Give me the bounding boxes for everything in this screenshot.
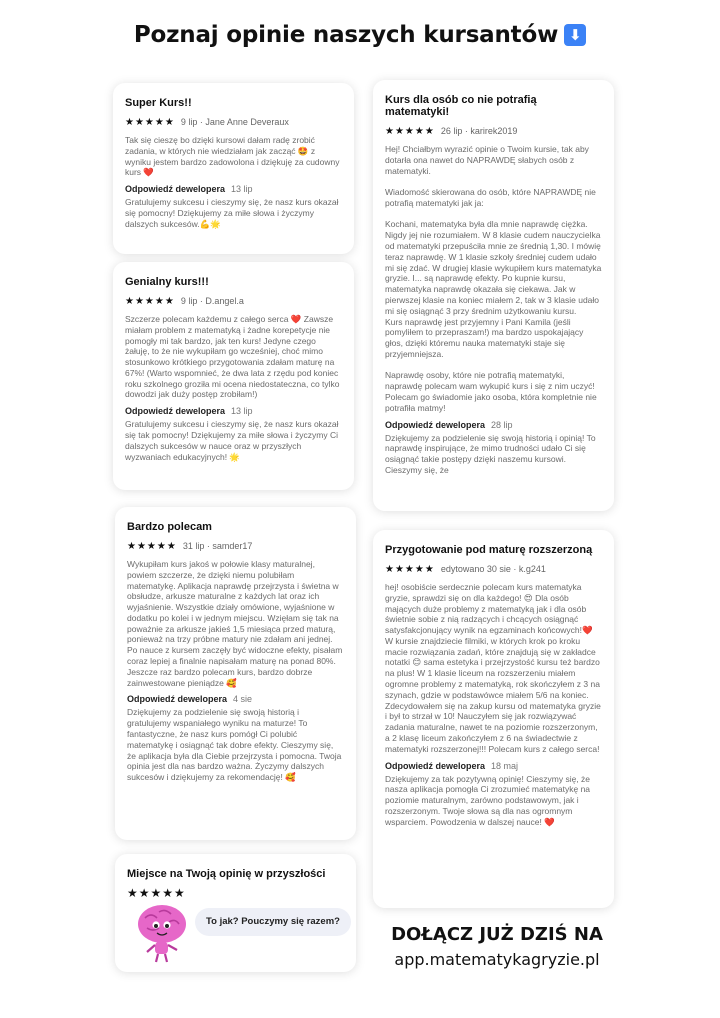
review-card — [373, 530, 614, 908]
rating-stars: ★★★★★ — [385, 564, 435, 575]
review-meta: ★★★★★ 9 lip · D.angel.a — [125, 296, 244, 307]
brain-mascot-arm-right — [168, 945, 177, 950]
review-meta: ★★★★★ edytowano 30 sie · k.g241 — [385, 564, 546, 575]
cta-headline: DOŁĄCZ JUŻ DZIŚ NA — [391, 924, 603, 945]
review-title: Przygotowanie pod maturę rozszerzoną — [385, 544, 593, 556]
brain-mascot-leg-right — [165, 954, 167, 962]
review-title: Kurs dla osób co nie potrafią matematyki! — [385, 94, 537, 118]
future-review-card — [115, 854, 356, 972]
developer-reply-body: Dziękujemy za tak pozytywną opinię! Cieszymy się, że nasza aplikacja pomogła Ci zrozumieć matematykę na poziomie maturalnym, zarówno podstawowym, jak i rozszerzonym. Twoje słowa są dla nas ogromnym wsparciem. Powodzenia w dalszej nauce! ❤️ — [385, 773, 591, 827]
cta-url-link[interactable]: app.matematykagryzie.pl — [394, 950, 600, 969]
review-body: Wykupiłam kurs jakoś w połowie klasy maturalnej, powiem szczerze, że dzięki niemu polubiłam matematykę. Aplikacja naprawdę przejrzysta i świetna w obsłudze, arkusze maturalne z każdych lat oraz ich wyjaśnienie. Wszystkie działy omówione, wyjaśnione w dodatku po kolei i w jednym miejscu. Wzięłam się tak na poważnie za arkusze jakieś 1,5 miesiąca przed maturą, ponieważ na trzy próbne matury nie zdałam ani jednej. Po nauce z kursem zaczęły być widoczne efekty, pisałam coraz lepiej a finalnie napisałam maturę na ponad 80%. Jeszcze raz bardzo polecam kurs, bardzo dobrze zainwestowane pieniądze 🥰 — [127, 559, 343, 688]
future-review-title: Miejsce na Twoją opinię w przyszłości — [127, 868, 326, 880]
review-body: Hej! Chciałbym wyrazić opinie o Twoim kursie, tak aby dotarła ona nawet do NAPRAWDĘ słabych osób z matematyki. Wiadomość skierowana do osób, które NAPRAWDĘ nie potrafią matematyki jak ja: Kochani, matematyka była dla mnie naprawdę ciężka. Nigdy jej nie rozumiałem. W 8 klasie cudem nauczycielka od matematyki przepuściła mnie ze średnią 1,30. I mówię teraz naprawdę. W 1 klasie szkoły średniej cudem udało mi się zdać. W drugiej klasie wykupiłem kurs matematyka gryzie. I... są naprawdę efekty. Po kupnie kursu, matematyka naprawdę okazała się ciekawa. Jak w pierwszej klasie na koniec miałem 2, tak w 3 klasie udało mi się osiągnąć 3 przy średnim użytkowaniu kursu. Kurs naprawdę jest przyjemny i Pani Kamila (jeśli pomyliłem to przepraszam!) ma bardzo uspokajający głos, dzięki któremu nauka matematyki staje się przyjemniejsza. Naprawdę osoby, które nie potrafią matematyki, naprawdę polecam wam wykupić kurs i się z nim uczyć! Polecam go świadomie jako osoba, która kompletnie nie potrafiła matmy! — [385, 144, 602, 413]
brain-mascot-pupil-right — [165, 924, 169, 928]
speech-bubble: To jak? Pouczymy się razem? — [195, 908, 351, 936]
review-card — [373, 80, 614, 511]
rating-stars: ★★★★★ — [125, 117, 175, 128]
developer-reply-header: Odpowiedź dewelopera 18 maj — [385, 760, 519, 771]
review-body: Tak się cieszę bo dzięki kursowi dałam radę zrobić zadania, w których nie wiedziałam jak zacząć 🤩 z wyniku jestem bardzo zadowolona i dziękuję za cudowny kurs ❤️ — [125, 135, 340, 178]
rating-stars: ★★★★★ — [127, 541, 177, 552]
review-card — [113, 262, 354, 490]
brain-mascot-arm-left — [147, 945, 155, 952]
developer-reply-body: Gratulujemy sukcesu i cieszymy się, że nasz kurs okazał się tak pomocny! Dziękujemy za miłe słowa i życzymy Ci dalszych sukcesów w nauce oraz w przyszłych wyzwaniach edukacyjnych! 🌟 — [125, 419, 339, 462]
down-arrow-icon: ⬇ — [564, 24, 586, 46]
developer-reply-header: Odpowiedź dewelopera 4 sie — [127, 694, 253, 705]
brain-mascot-icon — [129, 900, 195, 966]
developer-reply-header: Odpowiedź dewelopera 13 lip — [125, 184, 253, 195]
brain-mascot-leg-left — [156, 954, 158, 962]
review-card — [113, 83, 354, 254]
developer-reply-header: Odpowiedź dewelopera 13 lip — [125, 406, 253, 417]
review-title: Super Kurs!! — [125, 97, 192, 109]
review-body: hej! osobiście serdecznie polecam kurs matematyka gryzie, sprawdzi się on dla każdego! 😍 Dla osób mających duże problemy z matematyką jak i dla osób świetnie sobie z nią radzących i chcących osiągnąć satysfakcjonujący wynik na egzaminach końcowych!❤️ W kursie znajdziecie filmiki, w których krok po kroku macie rozwiązania zadań, które znajdują się w zakładce notatki 😊 sama estetyka i przejrzystość kursu też bardzo na plus! W 1 klasie liceum na rozszerzeniu miałem ogromne problemy z matematyką, rok skończyłem z 3 na szynach, gdzie w podstawówce miałem 5/6 na koniec. Zdecydowałem się na zakup kursu od matematyka gryzie i był to strzał w 10! Nauczyłem się jak rozwiązywać zadania maturalne, nawet te na poziomie rozszerzonym, a 2 klasę liceum zakończyłem z 6 na świadectwie z matematyki rozszerzonej!!! Polecam kurs z całego serca! — [385, 582, 601, 754]
review-card — [115, 507, 356, 840]
brain-mascot-pupil-left — [154, 924, 158, 928]
review-meta: ★★★★★ 26 lip · karirek2019 — [385, 126, 518, 137]
review-title: Bardzo polecam — [127, 521, 212, 533]
developer-reply-header: Odpowiedź dewelopera 28 lip — [385, 419, 513, 430]
page-title: Poznaj opinie naszych kursantów ⬇ — [0, 22, 720, 48]
developer-reply-body: Dziękujemy za podzielenie się swoją historią i gratulujemy wspaniałego wyniku na maturze! To fantastyczne, że nasz kurs pomógł Ci polubić matematykę i osiągnąć tak dobre efekty. Cieszymy się, że aplikacja była dla Ciebie przejrzysta i pomocna. Twoja opinia jest dla nas bardzo ważna. Życzymy dalszych sukcesów i dziękujemy za rekomendację! 🥰 — [127, 707, 342, 783]
developer-reply-body: Dziękujemy za podzielenie się swoją historią i opinią! To naprawdę inspirujące, że mimo trudności udało Ci się osiągnąć takie postępy dzięki naszemu kursowi. Cieszymy się, że — [385, 432, 596, 475]
rating-stars: ★★★★★ — [125, 296, 175, 307]
brain-mascot-body — [155, 942, 168, 954]
review-meta: ★★★★★ 9 lip · Jane Anne Deveraux — [125, 117, 289, 128]
rating-stars: ★★★★★ — [385, 126, 435, 137]
review-body: Szczerze polecam każdemu z całego serca ❤️ Zawsze miałam problem z matematyką i żadne korepetycje nie pomogły mi tak bardzo, jak ten kurs! Jedyne czego żałuję, to że nie wykupiłam go wcześniej, choć mimo stosunkowo krótkiego przygotowania zdałam maturę na 67%! (Warto wspomnieć, że dwa lata z rzędu pod koniec roku szkolnego groziła mi ocena niedostateczna, co tylko dowodzi jak duży postęp zrobiłam!) — [125, 314, 340, 400]
review-title: Genialny kurs!!! — [125, 276, 209, 288]
rating-stars: ★★★★★ — [127, 886, 186, 900]
developer-reply-body: Gratulujemy sukcesu i cieszymy się, że nasz kurs okazał się pomocny! Dziękujemy za miłe słowa i życzymy dalszych sukcesów.💪🌟 — [125, 197, 339, 229]
review-meta: ★★★★★ 31 lip · samder17 — [127, 541, 253, 552]
